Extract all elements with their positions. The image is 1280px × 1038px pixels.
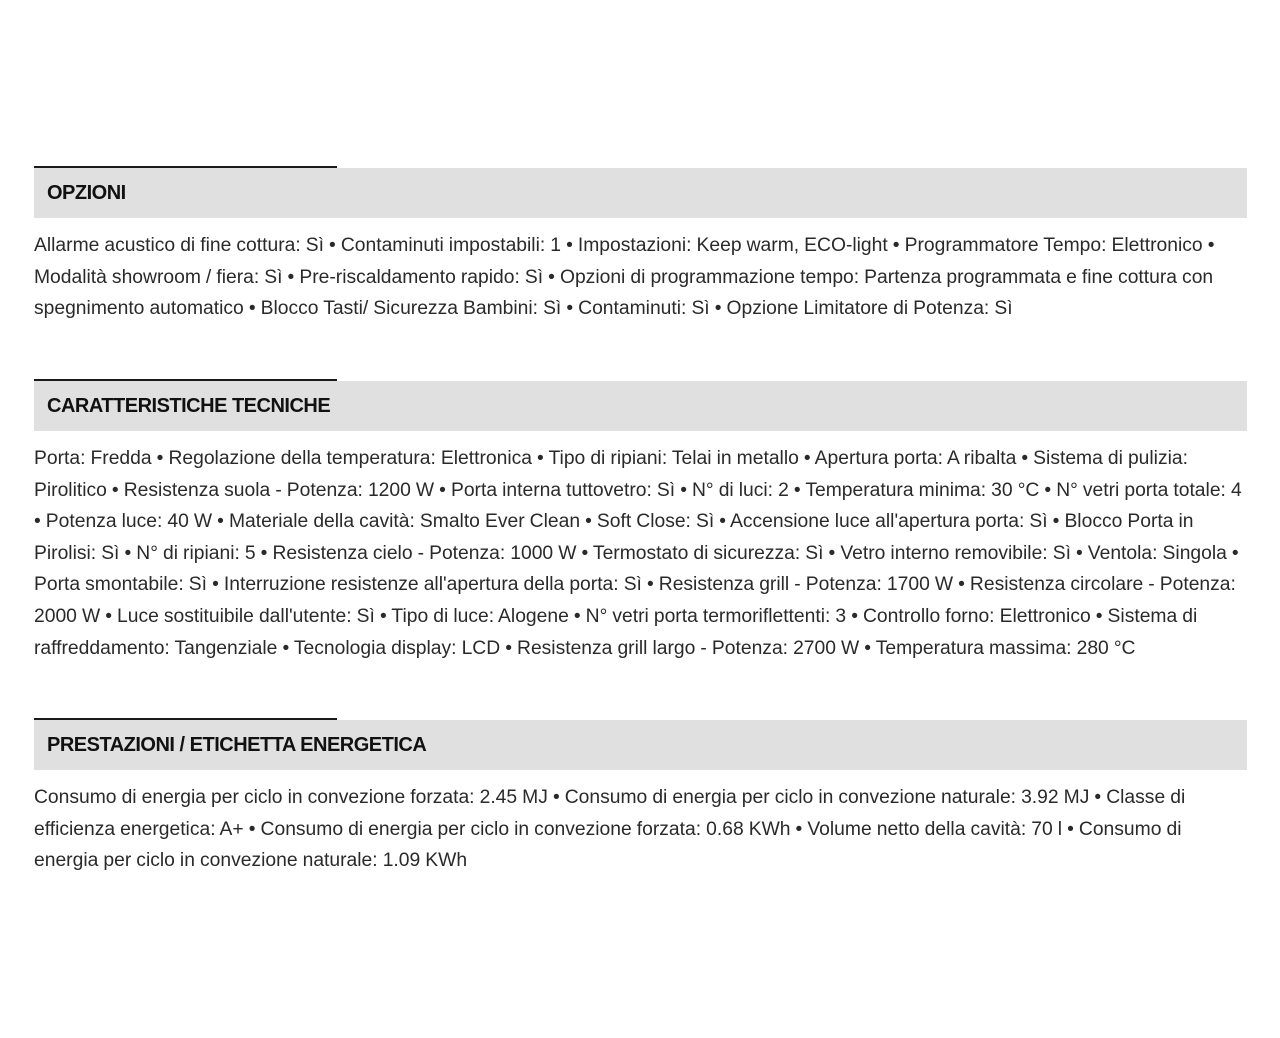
section-body-text: Consumo di energia per ciclo in convezione forzata: 2.45 MJ • Consumo di energia per ciclo in convezione naturale: 3.92 MJ • Classe di efficienza energetica: A+ • Consumo di energia per ciclo in convezione forzata: 0.68 KWh • Volume netto della cavità: 70 l • Consumo di energia per ciclo in convezione naturale: 1.09 KWh (34, 787, 1186, 872)
section-body-text: Porta: Fredda • Regolazione della temperatura: Elettronica • Tipo di ripiani: Telai in metallo • Apertura porta: A ribalta • Sistema di pulizia: Pirolitico • Resistenza suola - Potenza: 1200 W • Porta interna tuttovetro: Sì • N° di luci: 2 • Temperatura minima: 30 °C • N° vetri porta totale: 4 • Potenza luce: 40 W • Materiale della cavità: Smalto Ever Clean • Soft Close: Sì • Accensione luce all'apertura porta: Sì • Blocco Porta in Pirolisi: Sì • N° di ripiani: 5 • Resistenza cielo - Potenza: 1000 W • Termostato di sicurezza: Sì • Vetro interno removibile: Sì • Ventola: Singola • Porta smontabile: Sì • Interruzione resistenze all'apertura della porta: Sì • Resistenza grill - Potenza: 1700 W • Resistenza circolare - Potenza: 2000 W • Luce sostituibile dall'utente: Sì • Tipo di luce: Alogene • N° vetri porta termoriflettenti: 3 • Controllo forno: Elettronico • Sistema di raffreddamento: Tangenziale • Tecnologia display: LCD • Resistenza grill largo - Potenza: 2700 W • Temperatura massima: 280 °C (34, 448, 1242, 659)
section-header (34, 381, 1247, 431)
section-caratteristiche-tecniche (34, 379, 1247, 664)
section-header (34, 720, 1247, 770)
section-opzioni (34, 166, 1247, 325)
section-prestazioni-etichetta-energetica (34, 718, 1247, 877)
section-title: OPZIONI (47, 181, 126, 204)
section-header (34, 168, 1247, 218)
section-title: PRESTAZIONI / ETICHETTA ENERGETICA (47, 733, 427, 756)
section-title: CARATTERISTICHE TECNICHE (47, 394, 331, 417)
section-body-text: Allarme acustico di fine cottura: Sì • Contaminuti impostabili: 1 • Impostazioni: Keep warm, ECO-light • Programmatore Tempo: Elettronico • Modalità showroom / fiera: Sì • Pre-riscaldamento rapido: Sì • Opzioni di programmazione tempo: Partenza programmata e fine cottura con spegnimento automatico • Blocco Tasti/ Sicurezza Bambini: Sì • Contaminuti: Sì • Opzione Limitatore di Potenza: Sì (34, 235, 1215, 320)
